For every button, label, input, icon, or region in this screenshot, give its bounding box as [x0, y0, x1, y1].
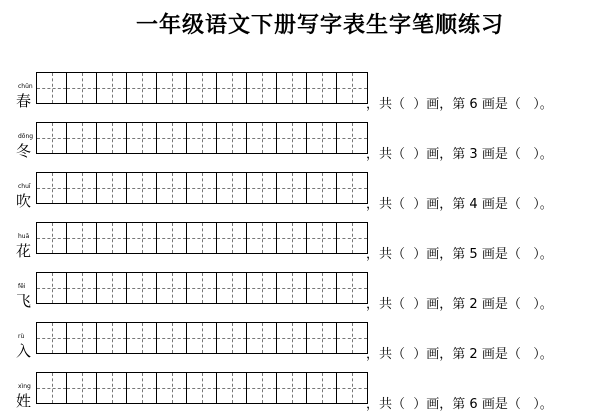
writing-cell[interactable]	[277, 73, 307, 103]
writing-grid	[36, 72, 368, 104]
pinyin-label: xìng	[18, 383, 31, 390]
stroke-number: 6	[469, 97, 478, 112]
writing-cell[interactable]	[187, 73, 217, 103]
question-text-end: 画是（ ）。	[481, 97, 553, 112]
question-text-end: 画是（ ）。	[481, 197, 553, 212]
writing-cell[interactable]	[187, 123, 217, 153]
question-text-start: ，共（ ）画，第	[366, 97, 466, 112]
writing-cell[interactable]	[67, 223, 97, 253]
writing-cell[interactable]	[127, 373, 157, 403]
writing-cell[interactable]	[97, 73, 127, 103]
practice-row	[0, 122, 600, 162]
question-text-start: ，共（ ）画，第	[366, 297, 466, 312]
writing-cell[interactable]	[217, 173, 247, 203]
stroke-number: 4	[469, 197, 478, 212]
stroke-number: 6	[469, 397, 478, 412]
writing-cell[interactable]	[127, 273, 157, 303]
question-text-start: ，共（ ）画，第	[366, 147, 466, 162]
writing-cell[interactable]	[97, 223, 127, 253]
question-text-end: 画是（ ）。	[481, 347, 553, 362]
writing-cell[interactable]	[277, 323, 307, 353]
writing-cell[interactable]	[37, 323, 67, 353]
writing-cell[interactable]	[307, 173, 337, 203]
writing-cell[interactable]	[187, 323, 217, 353]
writing-cell[interactable]	[337, 223, 367, 253]
stroke-number: 3	[469, 147, 478, 162]
question-text-end: 画是（ ）。	[481, 247, 553, 262]
hanzi-character: 飞	[16, 292, 32, 310]
writing-cell[interactable]	[247, 223, 277, 253]
hanzi-character: 冬	[16, 142, 32, 160]
hanzi-character: 入	[16, 342, 32, 360]
writing-cell[interactable]	[127, 123, 157, 153]
writing-cell[interactable]	[37, 123, 67, 153]
writing-cell[interactable]	[157, 123, 187, 153]
writing-cell[interactable]	[307, 373, 337, 403]
question-text-end: 画是（ ）。	[481, 147, 553, 162]
writing-cell[interactable]	[337, 173, 367, 203]
writing-cell[interactable]	[67, 173, 97, 203]
writing-cell[interactable]	[187, 373, 217, 403]
writing-cell[interactable]	[157, 273, 187, 303]
writing-cell[interactable]	[247, 123, 277, 153]
stroke-question	[366, 193, 553, 212]
stroke-number: 2	[469, 297, 478, 312]
writing-cell[interactable]	[307, 323, 337, 353]
question-text-start: ，共（ ）画，第	[366, 397, 466, 412]
writing-grid	[36, 322, 368, 354]
writing-cell[interactable]	[67, 73, 97, 103]
writing-cell[interactable]	[157, 173, 187, 203]
writing-cell[interactable]	[277, 123, 307, 153]
writing-cell[interactable]	[97, 323, 127, 353]
writing-cell[interactable]	[337, 123, 367, 153]
writing-cell[interactable]	[337, 323, 367, 353]
writing-cell[interactable]	[307, 73, 337, 103]
writing-cell[interactable]	[67, 273, 97, 303]
practice-row	[0, 172, 600, 212]
writing-grid	[36, 122, 368, 154]
writing-cell[interactable]	[97, 123, 127, 153]
writing-cell[interactable]	[277, 173, 307, 203]
stroke-question	[366, 143, 553, 162]
writing-cell[interactable]	[157, 323, 187, 353]
practice-row	[0, 272, 600, 312]
writing-cell[interactable]	[337, 373, 367, 403]
stroke-question	[366, 293, 553, 312]
writing-cell[interactable]	[217, 373, 247, 403]
writing-grid	[36, 172, 368, 204]
writing-cell[interactable]	[307, 273, 337, 303]
writing-cell[interactable]	[127, 223, 157, 253]
pinyin-label: chūn	[18, 83, 33, 90]
writing-cell[interactable]	[97, 273, 127, 303]
writing-cell[interactable]	[97, 173, 127, 203]
writing-cell[interactable]	[37, 223, 67, 253]
page-title: 一年级语文下册写字表生字笔顺练习	[135, 13, 504, 38]
question-text-end: 画是（ ）。	[481, 297, 553, 312]
writing-cell[interactable]	[187, 273, 217, 303]
writing-cell[interactable]	[217, 223, 247, 253]
practice-row	[0, 222, 600, 262]
stroke-question	[366, 343, 553, 362]
hanzi-character: 吹	[16, 192, 32, 210]
writing-cell[interactable]	[217, 323, 247, 353]
writing-cell[interactable]	[67, 123, 97, 153]
writing-cell[interactable]	[157, 223, 187, 253]
pinyin-label: chuī	[18, 183, 31, 190]
writing-grid	[36, 272, 368, 304]
question-text-start: ，共（ ）画，第	[366, 347, 466, 362]
writing-cell[interactable]	[217, 273, 247, 303]
hanzi-character: 花	[16, 242, 32, 260]
writing-cell[interactable]	[247, 373, 277, 403]
writing-cell[interactable]	[277, 373, 307, 403]
writing-cell[interactable]	[37, 373, 67, 403]
writing-cell[interactable]	[157, 73, 187, 103]
question-text-start: ，共（ ）画，第	[366, 247, 466, 262]
pinyin-label: huā	[18, 233, 30, 240]
question-text-end: 画是（ ）。	[481, 397, 553, 412]
writing-cell[interactable]	[127, 73, 157, 103]
pinyin-label: rù	[18, 333, 25, 340]
writing-cell[interactable]	[247, 273, 277, 303]
writing-cell[interactable]	[277, 223, 307, 253]
hanzi-character: 姓	[16, 392, 32, 410]
writing-cell[interactable]	[307, 223, 337, 253]
question-text-start: ，共（ ）画，第	[366, 197, 466, 212]
writing-cell[interactable]	[37, 173, 67, 203]
writing-grid	[36, 372, 368, 404]
writing-cell[interactable]	[277, 273, 307, 303]
stroke-number: 2	[469, 347, 478, 362]
writing-cell[interactable]	[157, 373, 187, 403]
writing-cell[interactable]	[217, 73, 247, 103]
stroke-question	[366, 393, 553, 412]
writing-cell[interactable]	[187, 173, 217, 203]
practice-row	[0, 72, 600, 112]
stroke-number: 5	[469, 247, 478, 262]
pinyin-label: dōng	[18, 133, 34, 140]
practice-row	[0, 372, 600, 412]
writing-cell[interactable]	[37, 273, 67, 303]
writing-cell[interactable]	[217, 123, 247, 153]
writing-grid	[36, 222, 368, 254]
writing-cell[interactable]	[97, 373, 127, 403]
writing-cell[interactable]	[187, 223, 217, 253]
stroke-question	[366, 243, 553, 262]
writing-cell[interactable]	[247, 73, 277, 103]
writing-cell[interactable]	[307, 123, 337, 153]
writing-cell[interactable]	[127, 173, 157, 203]
practice-row	[0, 322, 600, 362]
writing-cell[interactable]	[337, 73, 367, 103]
stroke-question	[366, 93, 553, 112]
writing-cell[interactable]	[67, 323, 97, 353]
writing-cell[interactable]	[37, 73, 67, 103]
hanzi-character: 春	[16, 92, 32, 110]
writing-cell[interactable]	[127, 323, 157, 353]
pinyin-label: fēi	[18, 283, 26, 290]
writing-cell[interactable]	[247, 323, 277, 353]
writing-cell[interactable]	[67, 373, 97, 403]
writing-cell[interactable]	[247, 173, 277, 203]
writing-cell[interactable]	[337, 273, 367, 303]
